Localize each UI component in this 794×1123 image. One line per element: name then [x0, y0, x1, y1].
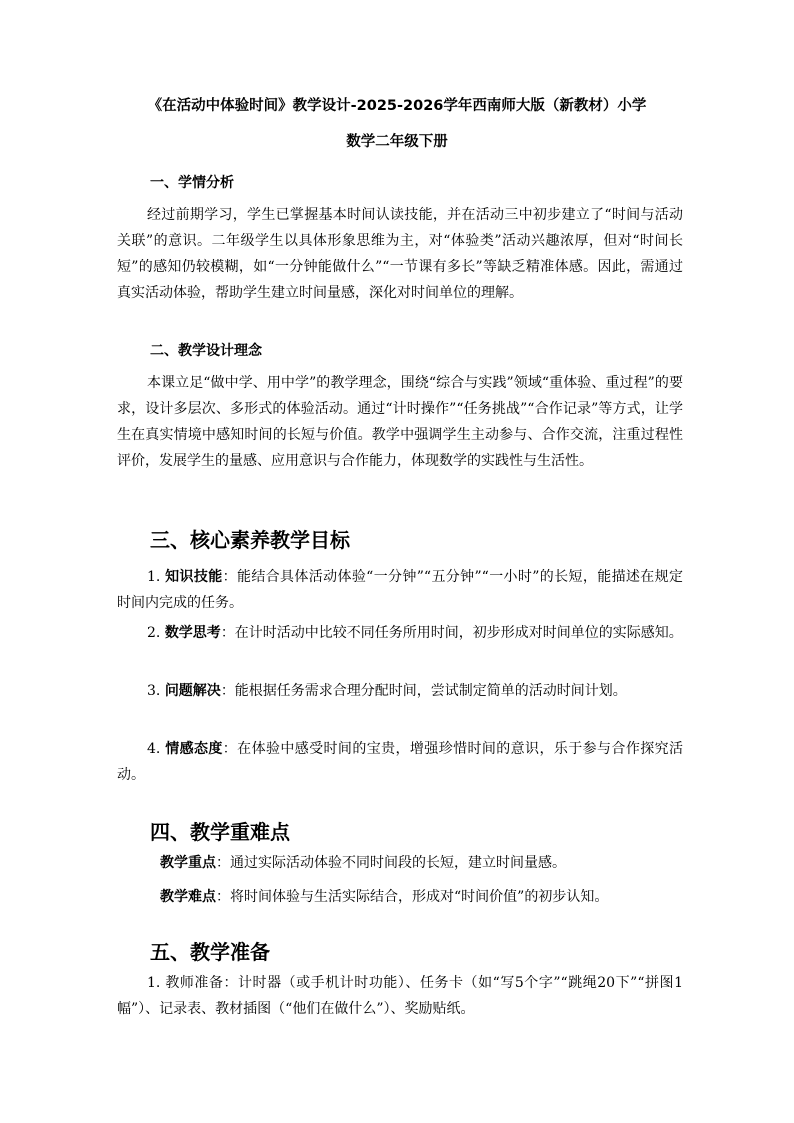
objective-lead: 知识技能: [165, 569, 223, 585]
objective-item-2: 2. 数学思考：在计时活动中比较不同任务所用时间，初步形成对时间单位的实际感知。: [147, 625, 683, 641]
paragraph-preparation: 1. 教师准备：计时器（或手机计时功能）、任务卡（如“写5个字”“跳绳20下”“拼图1幅”）、记录表、教材插图（“他们在做什么”）、奖励贴纸。: [117, 975, 683, 1017]
objective-item-4: 4. 情感态度：在体验中感受时间的宝贵，增强珍惜时间的意识，乐于参与合作探究活动。: [117, 741, 683, 783]
paragraph-design-concept: 本课立足“做中学、用中学”的教学理念，围绕“综合与实践”领域“重体验、重过程”的要求，设计多层次、多形式的体验活动。通过“计时操作”“任务挑战”“合作记录”等方式，让学生在真实情境中感知时间的长短与价值。教学中强调学生主动参与、合作交流，注重过程性评价，发展学生的量感、应用意识与合作能力，体现数学的实践性与生活性。: [117, 375, 683, 469]
objective-lead: 问题解决: [164, 683, 221, 699]
section-heading-core-objectives: 三、核心素养教学目标: [150, 528, 350, 552]
objective-item-1: 1. 知识技能：能结合具体活动体验“一分钟”“五分钟”“一小时”的长短，能描述在规定时间内完成的任务。: [117, 569, 683, 611]
objective-lead: 数学思考: [164, 625, 221, 641]
key-point-line: 教学重点：通过实际活动体验不同时间段的长短，建立时间量感。: [160, 855, 566, 871]
difficult-point-lead: 教学难点: [160, 889, 216, 905]
section-heading-key-points: 四、教学重难点: [150, 820, 290, 844]
paragraph-learning-analysis: 经过前期学习，学生已掌握基本时间认读技能，并在活动三中初步建立了“时间与活动关联”的意识。二年级学生以具体形象思维为主，对“体验类”活动兴趣浓厚，但对“时间长短”的感知仍较模糊，如“一分钟能做什么”“一节课有多长”等缺乏精准体感。因此，需通过真实活动体验，帮助学生建立时间量感，深化对时间单位的理解。: [117, 207, 683, 301]
difficult-point-line: 教学难点：将时间体验与生活实际结合，形成对“时间价值”的初步认知。: [160, 889, 609, 905]
document-title-line-2: 数学二年级下册: [346, 134, 448, 150]
key-point-lead: 教学重点: [160, 855, 216, 871]
section-heading-learning-analysis: 一、学情分析: [150, 175, 234, 191]
objective-lead: 情感态度: [165, 741, 223, 757]
section-heading-design-concept: 二、教学设计理念: [150, 343, 262, 359]
section-heading-preparation: 五、教学准备: [150, 940, 270, 964]
document-title-line-1: 《在活动中体验时间》教学设计-2025-2026学年西南师大版（新教材）小学: [147, 98, 647, 114]
objective-item-3: 3. 问题解决：能根据任务需求合理分配时间，尝试制定简单的活动时间计划。: [147, 683, 627, 699]
